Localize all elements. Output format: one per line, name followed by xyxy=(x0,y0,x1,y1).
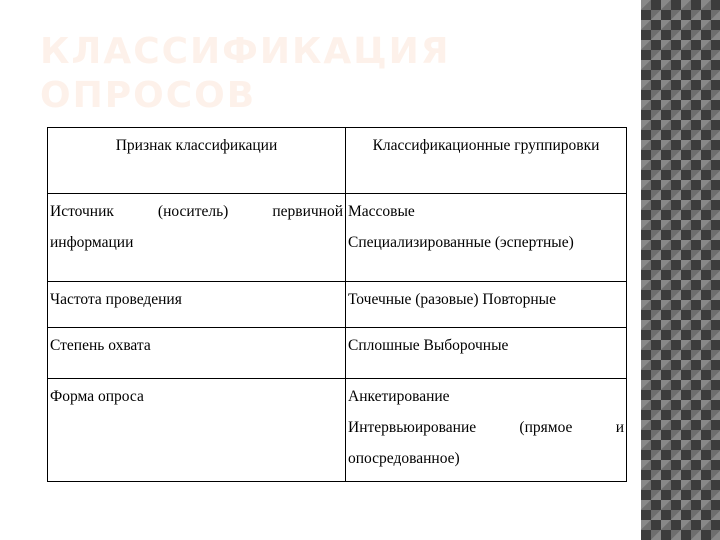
table-row xyxy=(48,282,627,328)
group-item: Специализированные (эспертные) xyxy=(348,234,574,251)
table-row xyxy=(48,379,627,482)
title-line-2: ОПРОСОВ xyxy=(40,75,257,116)
group-item: Массовые xyxy=(348,203,415,220)
feature-cell: Форма опроса xyxy=(48,379,346,482)
group-item: Интервьюирование (прямое и опосредованное) xyxy=(348,419,624,467)
groups-cell: Сплошные Выборочные xyxy=(346,328,627,379)
page-title xyxy=(40,30,620,118)
groups-cell xyxy=(346,379,627,482)
decorative-pattern-strip xyxy=(641,0,720,540)
header-cell-feature: Признак классификации xyxy=(48,128,346,194)
table-header-row xyxy=(48,128,627,194)
feature-cell: Степень охвата xyxy=(48,328,346,379)
table-row xyxy=(48,328,627,379)
feature-cell: Частота проведения xyxy=(48,282,346,328)
header-cell-groups: Классификационные группировки xyxy=(346,128,627,194)
groups-cell xyxy=(346,194,627,282)
group-item: Анкетирование xyxy=(348,388,450,405)
groups-cell: Точечные (разовые) Повторные xyxy=(346,282,627,328)
classification-table xyxy=(47,127,627,482)
title-line-1: КЛАССИФИКАЦИЯ xyxy=(40,31,451,72)
table-row xyxy=(48,194,627,282)
feature-cell: Источник (носитель) первичной информации xyxy=(48,194,346,282)
